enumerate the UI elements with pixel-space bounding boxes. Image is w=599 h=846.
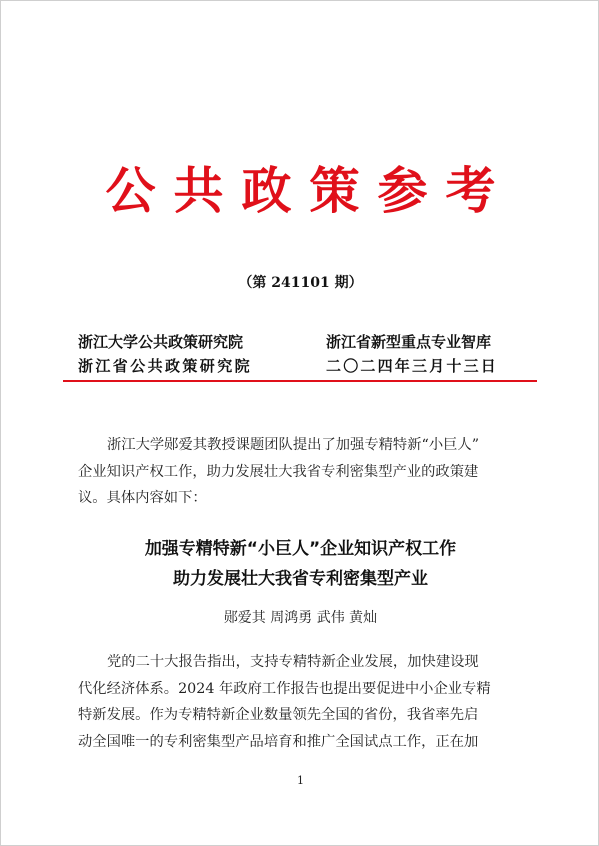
article-title-line-1: 加强专精特新“小巨人”企业知识产权工作 [144,539,457,559]
body-line: 动全国唯一的专利密集型产品培育和推广全国试点工作，正在加 [78,733,479,750]
issue-date: 二〇二四年三月十三日 [326,357,499,375]
page-number: 1 [297,774,304,787]
body-paragraph [78,649,528,755]
org-left-1: 浙江大学公共政策研究院 [78,333,244,351]
intro-line: 议。具体内容如下： [78,490,207,506]
intro-paragraph [78,432,528,512]
intro-line: 浙江大学郧爱其教授课题团队提出了加强专精特新“小巨人” [107,437,480,453]
header-divider [63,380,537,382]
masthead-title: 公共政策参考 [105,161,514,220]
article-authors: 郧爱其 周鸿勇 武伟 黄灿 [223,610,378,626]
issue-number: （第 241101 期） [238,275,363,291]
org-right-1: 浙江省新型重点专业智库 [326,333,492,351]
body-line: 特新发展。作为专精特新企业数量领先全国的省份，我省率先启 [78,707,479,723]
intro-line: 企业知识产权工作，助力发展壮大我省专利密集型产业的政策建 [78,463,479,480]
body-line: 代化经济体系。2024 年政府工作报告也提出要促进中小企业专精 [78,680,491,697]
org-left-2: 浙江省公共政策研究院 [78,357,253,375]
body-line: 党的二十大报告指出，支持专精特新企业发展，加快建设现 [107,654,479,670]
article-title-line-2: 助力发展壮大我省专利密集型产业 [173,569,428,589]
